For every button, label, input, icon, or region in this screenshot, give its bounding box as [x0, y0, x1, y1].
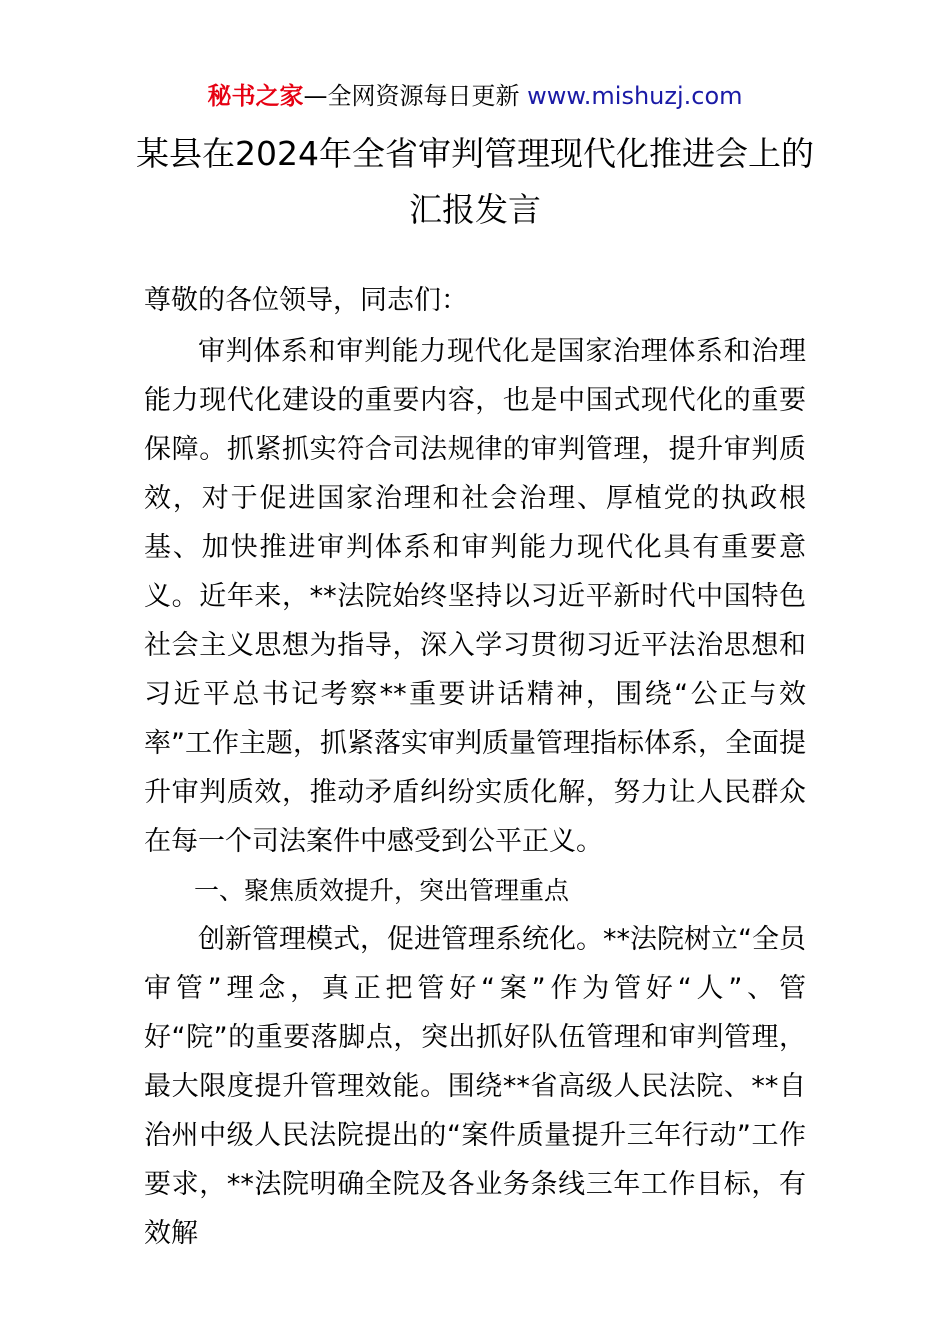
paragraph-section-1: 创新管理模式，促进管理系统化。**法院树立“全员审管”理念，真正把管好“案”作为管好“人”、管好“院”的重要落脚点，突出抓好队伍管理和审判管理，最大限度提升管理效能。围绕**省高级人民法院、**自治州中级人民法院提出的“案件质量提升三年行动”工作要求，**法院明确全院及各业务条线三年工作目标，有效解: [144, 924, 806, 1249]
brand-name: 秘书之家: [207, 82, 304, 110]
document-body: [144, 276, 806, 1258]
title-line-2: 汇报发言: [409, 190, 541, 229]
site-url-link[interactable]: www.mishuzj.com: [527, 82, 743, 110]
section-heading-1: 一、聚焦质效提升，突出管理重点: [194, 876, 570, 905]
paragraph-intro: 审判体系和审判能力现代化是国家治理体系和治理能力现代化建设的重要内容，也是中国式现代化的重要保障。抓紧抓实符合司法规律的审判管理，提升审判质效，对于促进国家治理和社会治理、厚植党的执政根基、加快推进审判体系和审判能力现代化具有重要意义。近年来，**法院始终坚持以习近平新时代中国特色社会主义思想为指导，深入学习贯彻习近平法治思想和习近平总书记考察**重要讲话精神，围绕“公正与效率”工作主题，抓紧落实审判质量管理指标体系，全面提升审判质效，推动矛盾纠纷实质化解，努力让人民群众在每一个司法案件中感受到公平正义。: [144, 336, 806, 857]
site-header: [0, 80, 950, 112]
document-title: [100, 126, 850, 238]
salutation: 尊敬的各位领导，同志们：: [144, 285, 468, 316]
title-line-1: 某县在2024年全省审判管理现代化推进会上的: [136, 134, 814, 173]
header-tagline: —全网资源每日更新: [303, 82, 520, 110]
